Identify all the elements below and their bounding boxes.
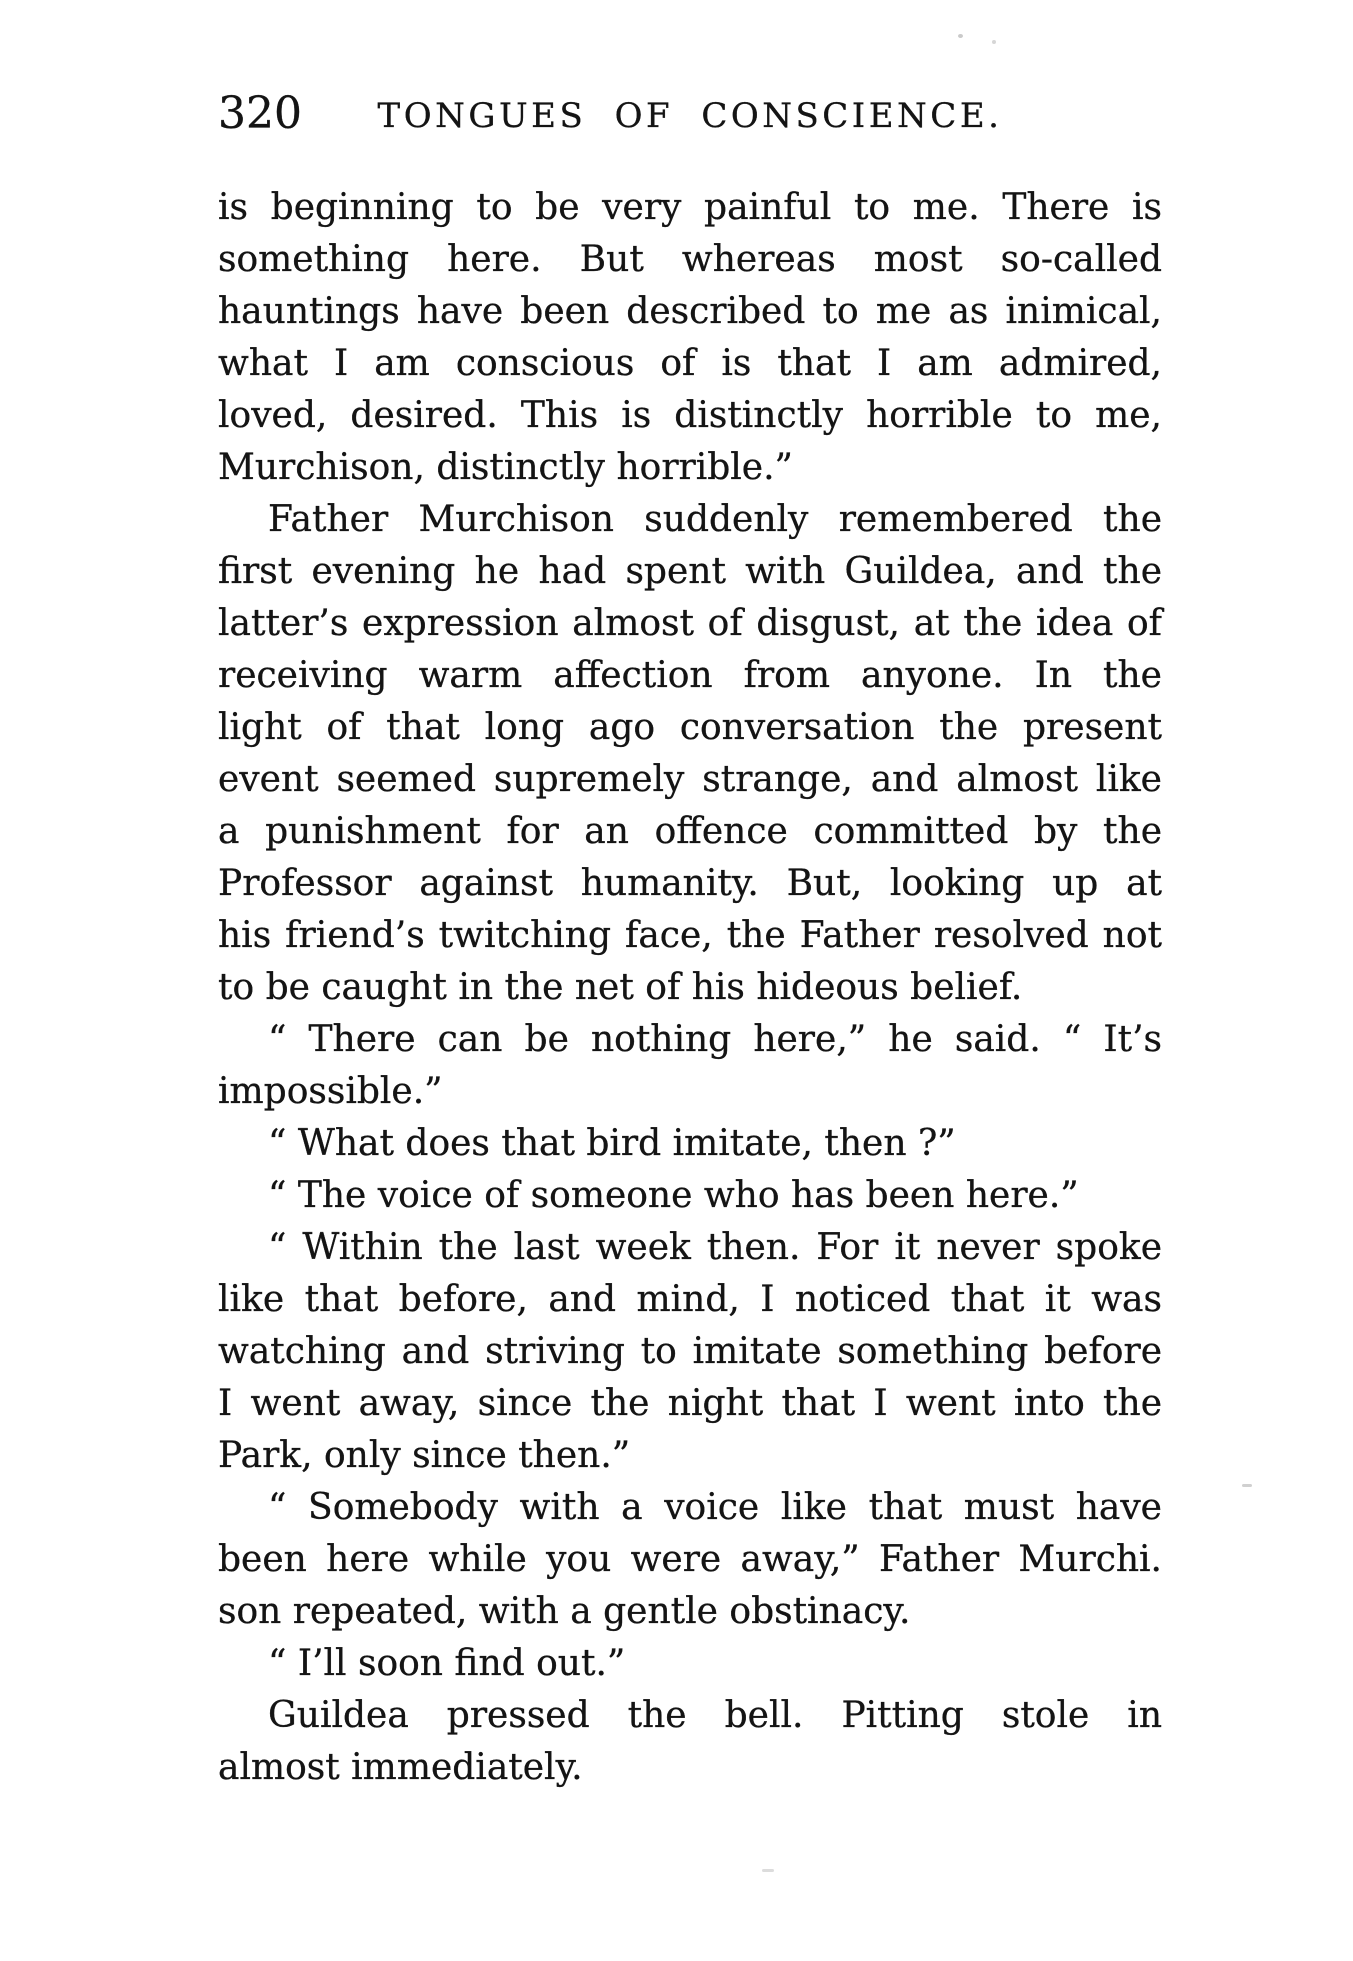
text-line: “ What does that bird imitate, then ?”: [268, 1123, 956, 1164]
scan-speck: [762, 1869, 774, 1872]
text-line: Guildea pressed the bell. Pitting stole in: [268, 1695, 1162, 1736]
text-line: Park, only since then.”: [218, 1435, 631, 1476]
text-line: been here while you were away,” Father Murchi.: [218, 1539, 1162, 1580]
text-line: Father Murchison suddenly remembered the: [268, 499, 1162, 540]
scan-speck: [958, 34, 963, 38]
text-line: son repeated, with a gentle obstinacy.: [218, 1591, 911, 1632]
text-line: to be caught in the net of his hideous belief.: [218, 967, 1023, 1008]
running-title: TONGUES OF CONSCIENCE.: [377, 96, 1003, 136]
text-line: first evening he had spent with Guildea, and the: [218, 551, 1162, 592]
text-line: his friend’s twitching face, the Father resolved not: [218, 915, 1162, 956]
text-line: impossible.”: [218, 1071, 443, 1112]
text-line: almost immediately.: [218, 1747, 583, 1788]
text-line: Professor against humanity. But, looking up at: [218, 863, 1162, 904]
text-line: watching and striving to imitate something before: [218, 1331, 1162, 1372]
page-header: [218, 86, 1162, 140]
scan-speck: [992, 40, 996, 44]
text-line: “ Within the last week then. For it never spoke: [268, 1227, 1162, 1268]
text-line: something here. But whereas most so-called: [218, 239, 1162, 280]
text-line: “ I’ll soon find out.”: [268, 1643, 626, 1684]
text-line: event seemed supremely strange, and almost like: [218, 759, 1162, 800]
text-line: receiving warm affection from anyone. In the: [218, 655, 1162, 696]
text-line: latter’s expression almost of disgust, at the idea of: [218, 603, 1162, 644]
text-line: “ There can be nothing here,” he said. “ It’s: [268, 1019, 1162, 1060]
text-line: “ The voice of someone who has been here.”: [268, 1175, 1079, 1216]
text-line: Murchison, distinctly horrible.”: [218, 447, 793, 488]
text-line: a punishment for an offence committed by the: [218, 811, 1162, 852]
text-line: loved, desired. This is distinctly horrible to me,: [218, 395, 1162, 436]
text-line: “ Somebody with a voice like that must have: [268, 1487, 1162, 1528]
page-number: 320: [218, 88, 302, 139]
text-line: what I am conscious of is that I am admired,: [218, 343, 1162, 384]
text-line: is beginning to be very painful to me. There is: [218, 187, 1162, 228]
page-text: [218, 182, 1162, 1794]
text-line: I went away, since the night that I went into the: [218, 1383, 1162, 1424]
text-line: hauntings have been described to me as inimical,: [218, 291, 1162, 332]
text-line: light of that long ago conversation the present: [218, 707, 1162, 748]
text-line: like that before, and mind, I noticed that it was: [218, 1279, 1162, 1320]
scan-speck: [1242, 1484, 1252, 1487]
page-content: [218, 86, 1162, 1794]
